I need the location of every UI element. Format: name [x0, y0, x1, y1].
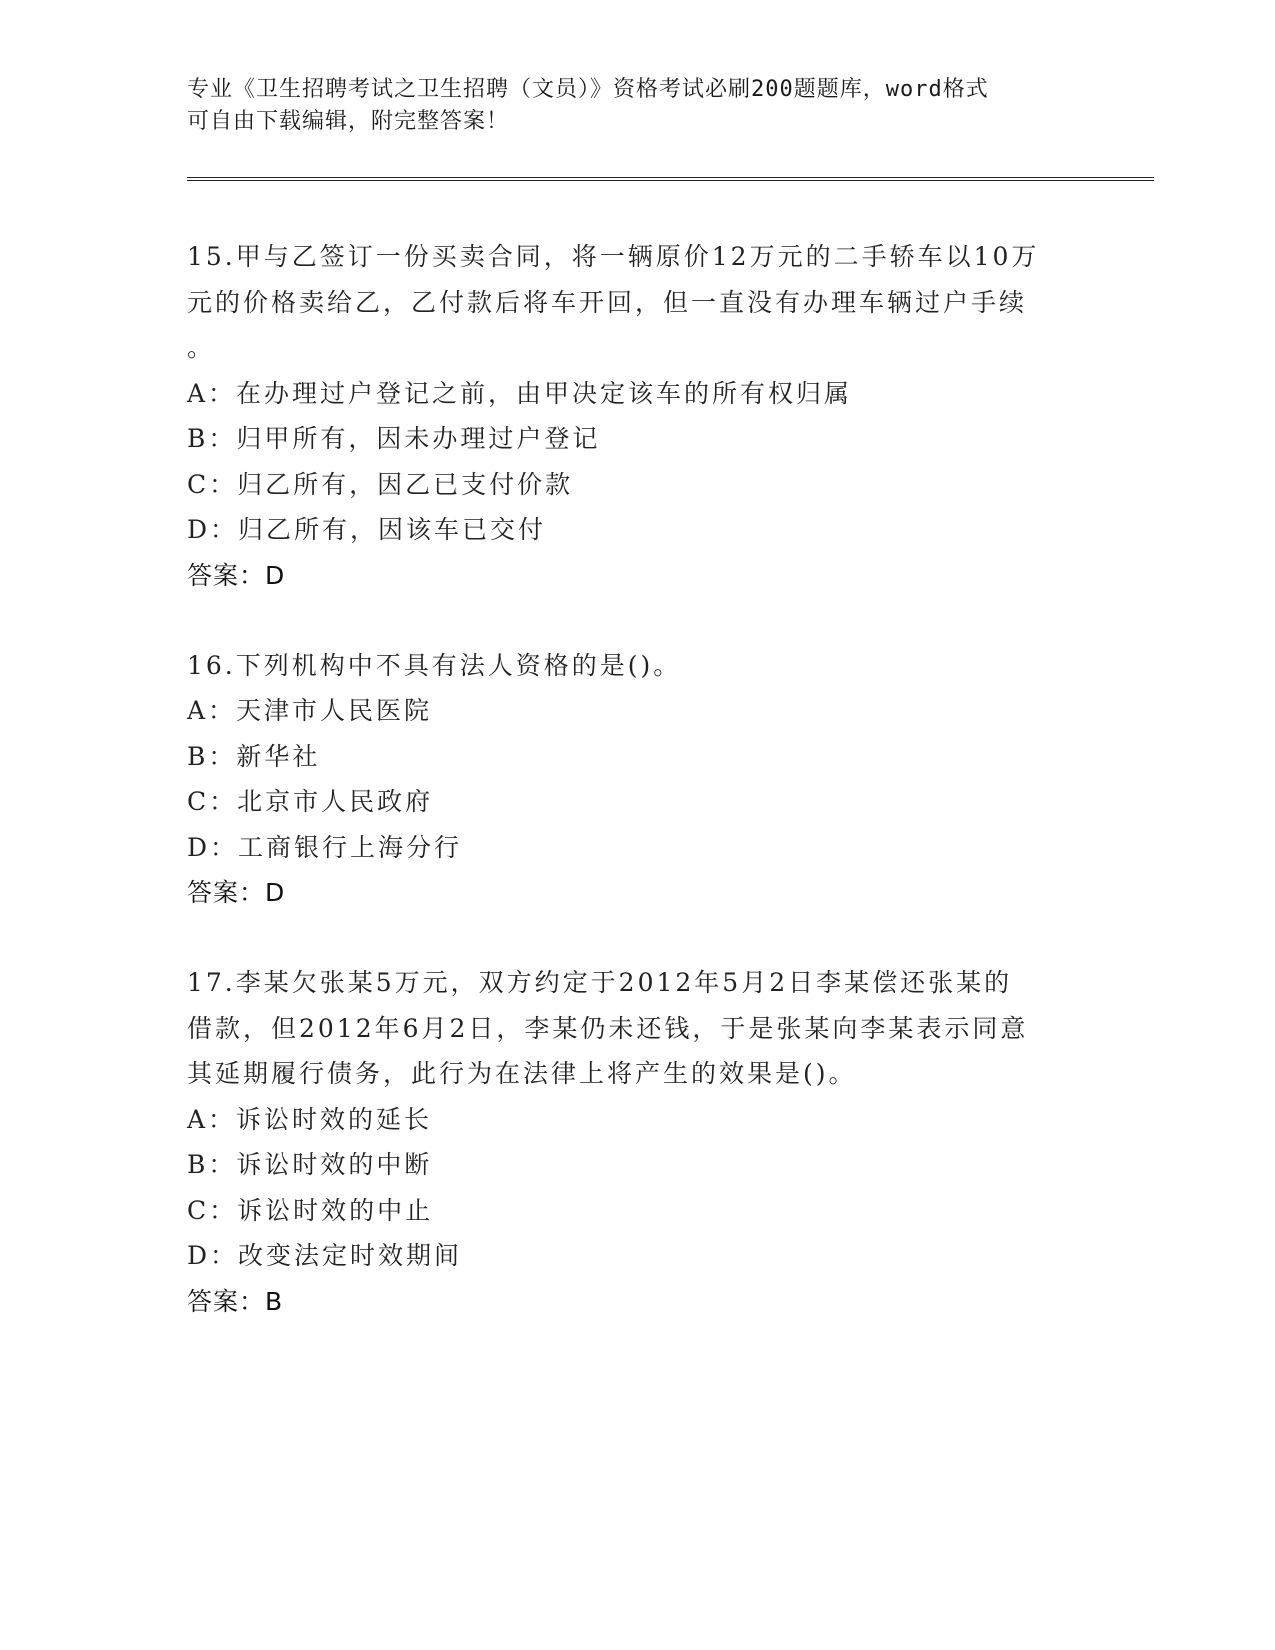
question-16	[187, 643, 1087, 917]
question-text-line: 17.李某欠张某5万元，双方约定于2012年5月2日李某偿还张某的	[187, 968, 1013, 997]
option-d: D：归乙所有，因该车已交付	[187, 515, 547, 544]
question-text-line: 借款，但2012年6月2日，李某仍未还钱，于是张某向李某表示同意	[187, 1013, 1029, 1043]
option-c: C：归乙所有，因乙已支付价款	[187, 469, 574, 499]
question-text-line: 16.下列机构中不具有法人资格的是()。	[187, 650, 682, 680]
question-17	[187, 960, 1087, 1325]
option-c: C：北京市人民政府	[187, 787, 434, 816]
question-list	[187, 234, 1087, 1369]
option-a: A：天津市人民医院	[187, 696, 433, 725]
answer: 答案：B	[187, 1286, 284, 1316]
option-a: A：诉讼时效的延长	[187, 1104, 433, 1134]
answer: 答案：D	[187, 878, 286, 907]
header-line-2: 可自由下载编辑，附完整答案！	[187, 109, 510, 134]
option-d: D：工商银行上海分行	[187, 832, 463, 862]
question-text-line: 。	[187, 333, 216, 362]
header-line-1: 专业《卫生招聘考试之卫生招聘（文员）》资格考试必刷200题题库，word格式	[187, 77, 989, 102]
option-a: A：在办理过户登记之前，由甲决定该车的所有权归属	[187, 378, 853, 408]
question-text-line: 其延期履行债务，此行为在法律上将产生的效果是()。	[187, 1059, 857, 1088]
option-b: B：归甲所有，因未办理过户登记	[187, 424, 601, 453]
answer: 答案：D	[187, 560, 286, 590]
option-b: B：诉讼时效的中断	[187, 1150, 433, 1179]
question-text-line: 15.甲与乙签订一份买卖合同，将一辆原价12万元的二手轿车以10万	[187, 242, 1040, 271]
question-text-line: 元的价格卖给乙，乙付款后将车开回，但一直没有办理车辆过户手续	[187, 287, 1028, 317]
header-divider	[187, 177, 1154, 181]
document-header	[187, 74, 1067, 138]
option-c: C：诉讼时效的中止	[187, 1195, 434, 1225]
question-15	[187, 234, 1087, 599]
option-d: D：改变法定时效期间	[187, 1241, 463, 1270]
option-b: B：新华社	[187, 741, 321, 771]
